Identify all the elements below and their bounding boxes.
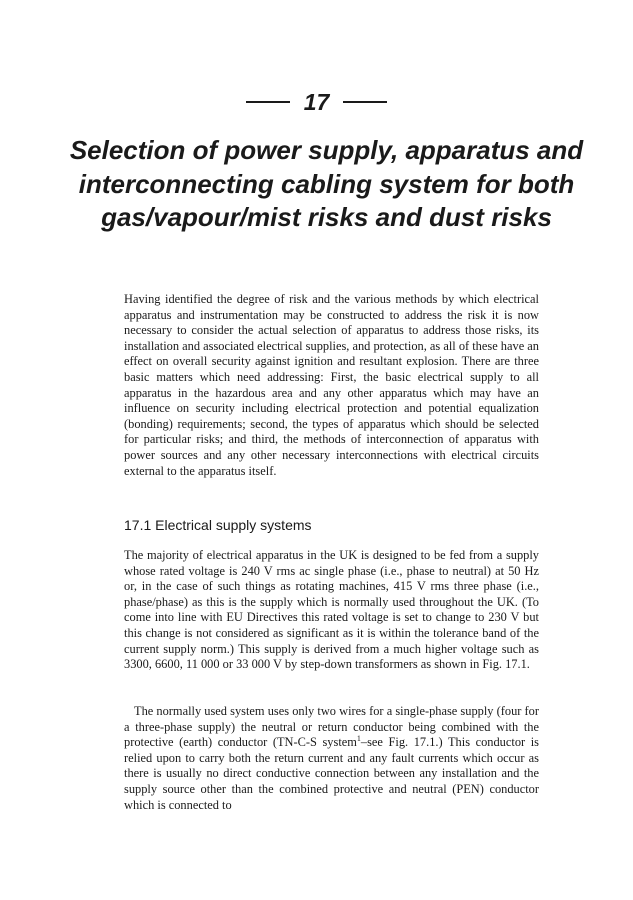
chapter-header (0, 86, 633, 118)
right-rule (343, 101, 387, 103)
intro-paragraph: Having identified the degree of risk and the various methods by which electrical apparatus and instrumentation may be constructed to address the risk it is now necessary to consider the actual selection of apparatus to address those risks, its installation and associated electrical supplies, and protection, as all of these have an effect on overall security against ignition and resultant explosion. There are three basic matters which need addressing: First, the basic electrical supply to all apparatus in the hazardous area and any other apparatus which may have an influence on security including electrical protection and potential equalization (bonding) requirements; second, the types of apparatus which should be selected for particular risks; and third, the methods of interconnection of apparatus with power sources and any other necessary interconnections with electrical circuits external to the apparatus itself. (124, 292, 539, 478)
footnote-reference: 1 (356, 734, 361, 744)
section-heading: 17.1 Electrical supply systems (124, 517, 312, 533)
paragraph-2-text-end: –see Fig. 17.1.) This conductor is relied upon to carry both the return current and any fault currents which occur as there is usually no direct conductive connection between any installation and the supply source other than the combined protective and neutral (PEN) conductor which is connected to (124, 735, 539, 812)
paragraph-2-text-start: The normally used system uses only two wires for a single-phase supply (four for a three-phase supply) the neutral or return conductor being combined with the protective (earth) conductor (TN-C-S system (124, 704, 539, 750)
section-paragraph-1: The majority of electrical apparatus in the UK is designed to be fed from a supply whose rated voltage is 240 V rms ac single phase (i.e., phase to neutral) at 50 Hz or, in the case of such things as rotating machines, 415 V rms three phase (i.e., phase/phase) as this is the supply which is normally used throughout the UK. (To come into line with EU Directives this rated voltage is set to change to 230 V but this change is not considered as significant as it is within the tolerance band of the current supply norm.) This supply is derived from a much higher voltage such as 3300, 6600, 11 000 or 33 000 V by step-down transformers as shown in Fig. 17.1. (124, 548, 539, 672)
chapter-number-row (0, 86, 633, 118)
left-rule (246, 101, 290, 103)
chapter-number: 17 (303, 89, 330, 115)
section-paragraph-2 (124, 704, 539, 813)
chapter-title: Selection of power supply, apparatus and interconnecting cabling system for both gas/vapour/mist risks and dust risks (69, 135, 584, 232)
